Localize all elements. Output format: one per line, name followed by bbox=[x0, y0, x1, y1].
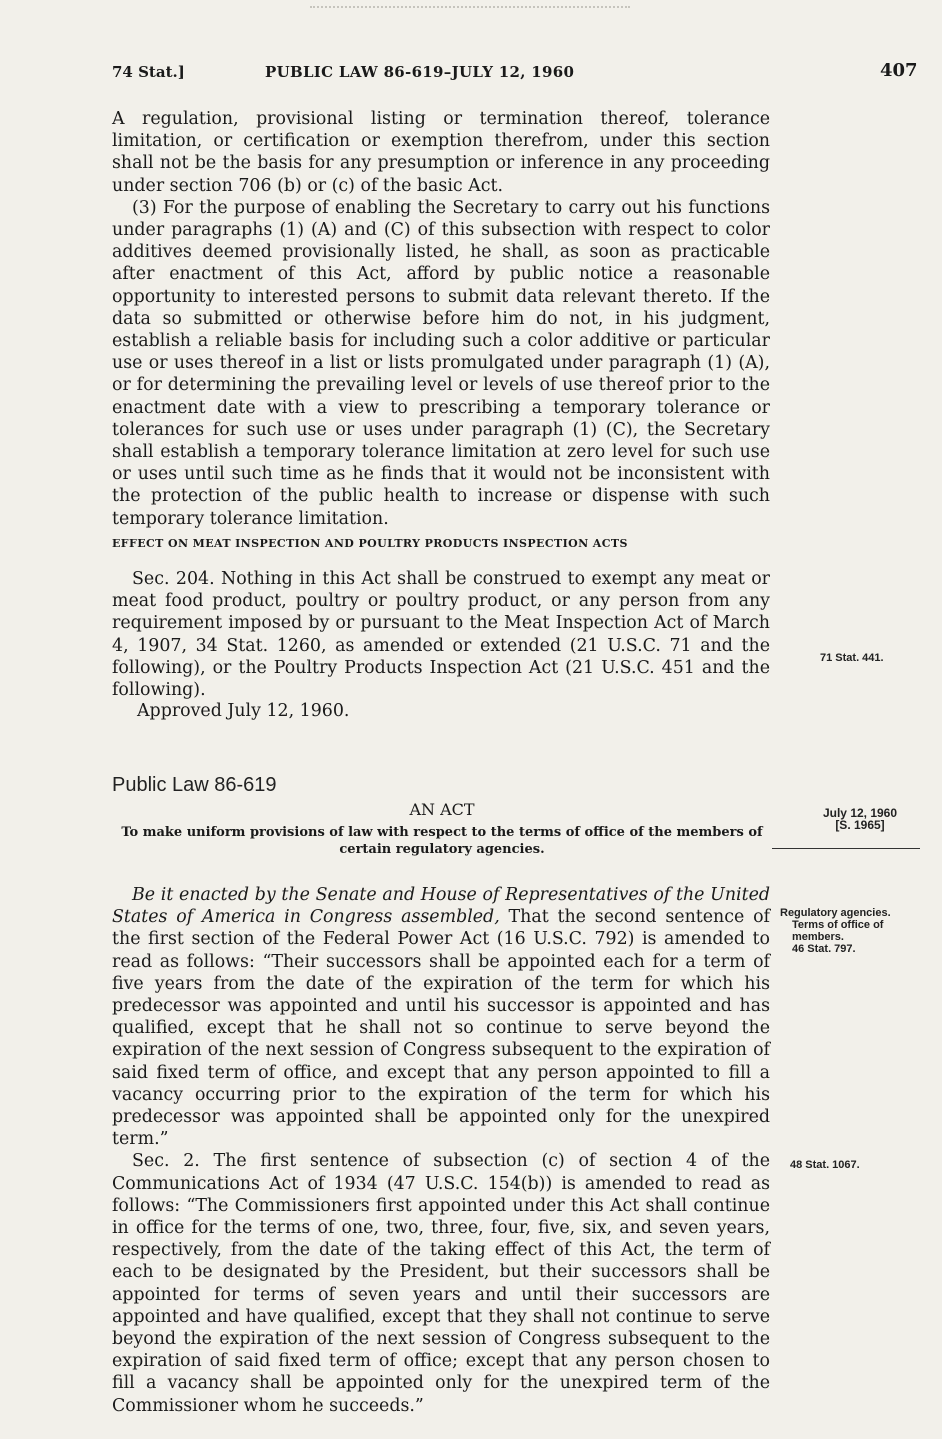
act-heading: AN ACT bbox=[409, 800, 475, 819]
continued-text bbox=[112, 108, 770, 530]
margin-note-date bbox=[800, 807, 920, 831]
margin-46-stat: 46 Stat. 797. bbox=[792, 943, 856, 955]
page-number: 407 bbox=[880, 60, 918, 81]
section-1-paragraph bbox=[112, 884, 770, 1150]
margin-note-48-stat: 48 Stat. 1067. bbox=[790, 1159, 860, 1171]
public-law-label: Public Law 86-619 bbox=[112, 774, 277, 796]
margin-terms-office: Terms of office of members. bbox=[792, 919, 884, 943]
sec-204-block bbox=[112, 568, 770, 701]
header-title: PUBLIC LAW 86-619–JULY 12, 1960 bbox=[265, 63, 575, 81]
paragraph-3: (3) For the purpose of enabling the Secretary to carry out his functions under paragraphs (1) (A) and (C) of this subsection with respect to color additives deemed provisionally listed, he shall, as soon as practicable after enactment of this Act, afford by public notice a reasonable opportunity to interested persons to submit data relevant thereto. If the data so submitted or otherwise before him do not, in his judgment, establish a reliable basis for including such a color additive or particular use or uses thereof in a list or lists promulgated under paragraph (1) (A), or for determining the prevailing level or levels of use thereof prior to the enactment date with a view to prescribing a temporary tolerance or tolerances for such use or uses under paragraph (1) (C), the Secretary shall establish a temporary tolerance limitation at zero level for such use or uses until such time as he finds that it would not be inconsistent with the protection of the public health to increase or dispense with such temporary tolerance limitation. bbox=[112, 197, 770, 529]
paragraph-regulation: A regulation, provisional listing or termination thereof, tolerance limitation, or certification or exemption therefrom, under this section shall not be the basis for any presumption or inference in any proceeding under section 706 (b) or (c) of the basic Act. bbox=[112, 109, 770, 196]
page-header bbox=[0, 60, 942, 88]
margin-note-71-stat: 71 Stat. 441. bbox=[820, 652, 884, 664]
margin-reg-agencies: Regulatory agencies. bbox=[780, 907, 891, 919]
margin-bill-number: [S. 1965] bbox=[835, 818, 885, 832]
act-body bbox=[112, 884, 770, 1417]
margin-divider bbox=[772, 848, 920, 849]
section-1-text: That the second sentence of the first section of the Federal Power Act (16 U.S.C. 792) is amended to read as follows: “Their successors shall be appointed each for a term of five years from the date of the expiration of the term for which his predecessor was appointed and until his successor is appointed and has qualified, except that he shall not so continue to serve beyond the expiration of the next session of Congress subsequent to the expiration of said fixed term of office, and except that any person appointed to fill a vacancy occurring prior to the expiration of the term for which his predecessor was appointed shall be appointed only for the unexpired term.” bbox=[112, 907, 770, 1150]
act-subtitle: To make uniform provisions of law with respect to the terms of office of the members of certain regulatory agencies. bbox=[121, 825, 763, 857]
sec-2-paragraph: Sec. 2. The first sentence of subsection (c) of section 4 of the Communications Act of 1934 (47 U.S.C. 154(b)) is amended to read as follows: “The Commissioners first appointed under this Act shall continue in office for the terms of one, two, three, four, five, six, and seven years, respectively, from the date of the taking effect of this Act, the term of each to be designated by the President, but their successors shall be appointed for terms of seven years and until their successors are appointed and have qualified, except that they shall not continue to serve beyond the expiration of the next session of Congress subsequent to the expiration of said fixed term of office; except that any person chosen to fill a vacancy shall be appointed only for the unexpired term of the Commissioner whom he succeeds.” bbox=[112, 1151, 770, 1416]
margin-note-regulatory bbox=[780, 907, 920, 955]
margin-date-text: July 12, 1960 bbox=[822, 806, 898, 820]
enacting-clause: Be it enacted by the Senate and House of Representatives of the United States of America in Congress assembled, bbox=[112, 885, 770, 928]
header-stat-citation: 74 Stat.] bbox=[112, 63, 185, 81]
section-heading: EFFECT ON MEAT INSPECTION AND POULTRY PRODUCTS INSPECTION ACTS bbox=[112, 537, 628, 550]
scan-artifact bbox=[310, 6, 630, 18]
approved-date-1: Approved July 12, 1960. bbox=[137, 701, 350, 721]
sec-204-paragraph: Sec. 204. Nothing in this Act shall be construed to exempt any meat or meat food product, poultry or poultry product, or any person from any requirement imposed by or pursuant to the Meat Inspection Act of March 4, 1907, 34 Stat. 1260, as amended or extended (21 U.S.C. 71 and the following), or the Poultry Products Inspection Act (21 U.S.C. 451 and the following). bbox=[112, 569, 770, 701]
